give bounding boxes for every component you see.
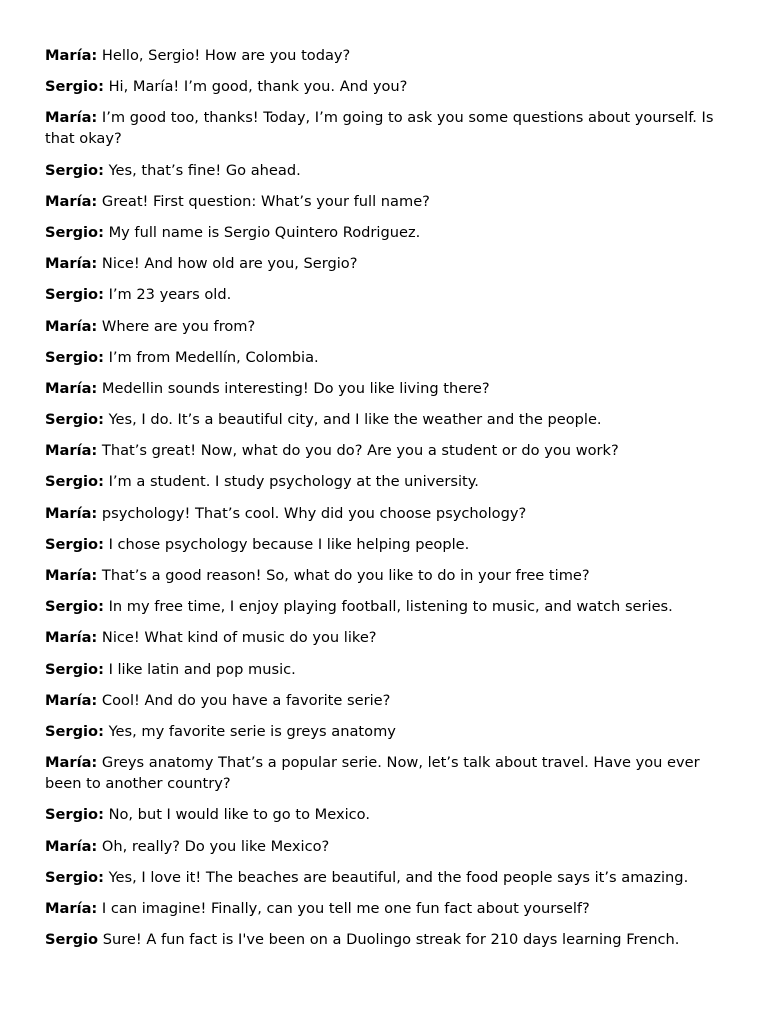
speaker-name: Sergio [45, 931, 99, 949]
speaker-name: María: [45, 47, 98, 64]
line-text: Yes, I do. It’s a beautiful city, and I like the weather and the people. [108, 411, 602, 429]
speaker-name: María: [45, 691, 98, 709]
dialogue-line [45, 565, 724, 586]
line-text: Yes, that’s fine! Go ahead. [108, 161, 301, 179]
speaker-name: Sergio: [45, 598, 104, 616]
speaker-name: María: [45, 504, 98, 522]
speaker-name: Sergio: [45, 348, 104, 366]
dialogue-line [45, 316, 724, 337]
speaker-name: María: [45, 567, 98, 584]
line-text: Nice! What kind of music do you like? [101, 629, 377, 647]
dialogue-line [45, 721, 724, 742]
dialogue-line [45, 347, 724, 368]
speaker-name: Sergio: [45, 223, 104, 241]
line-text: That’s a good reason! So, what do you like to do in your free time? [101, 567, 590, 584]
dialogue-line [45, 76, 724, 97]
speaker-name: María: [45, 109, 98, 127]
dialogue-line [45, 503, 724, 524]
line-text: I like latin and pop music. [108, 660, 296, 678]
dialogue-line [45, 596, 724, 617]
speaker-name: Sergio: [45, 161, 104, 179]
speaker-name: Sergio: [45, 78, 104, 96]
line-text: Sure! A fun fact is I've been on a Duolingo streak for 210 days learning French. [102, 931, 680, 949]
line-text: psychology! That’s cool. Why did you choose psychology? [101, 504, 527, 522]
speaker-name: María: [45, 192, 98, 210]
line-text: That’s great! Now, what do you do? Are you a student or do you work? [101, 442, 619, 460]
dialogue-line [45, 690, 724, 711]
dialogue-line [45, 45, 724, 66]
line-text: I’m 23 years old. [108, 286, 232, 304]
speaker-name: Sergio: [45, 722, 104, 740]
dialogue-line [45, 191, 724, 212]
dialogue-line [45, 534, 724, 555]
dialogue-transcript [45, 45, 724, 950]
speaker-name: María: [45, 317, 98, 335]
speaker-name: Sergio: [45, 868, 104, 886]
speaker-name: María: [45, 837, 98, 855]
dialogue-line [45, 898, 724, 919]
speaker-name: María: [45, 754, 98, 772]
speaker-name: María: [45, 629, 98, 647]
speaker-name: Sergio: [45, 806, 104, 824]
line-text: Greys anatomy That’s a popular serie. Now, let’s talk about travel. Have you ever been to another country? [45, 754, 700, 793]
dialogue-line [45, 440, 724, 461]
line-text: Yes, my favorite serie is greys anatomy [108, 722, 396, 740]
dialogue-line [45, 867, 724, 888]
dialogue-line [45, 836, 724, 857]
dialogue-line [45, 929, 724, 950]
speaker-name: Sergio: [45, 473, 104, 491]
dialogue-line [45, 659, 724, 680]
line-text: Oh, really? Do you like Mexico? [101, 837, 330, 855]
line-text: Great! First question: What’s your full name? [101, 192, 430, 210]
line-text: I’m from Medellín, Colombia. [108, 348, 319, 366]
speaker-name: Sergio: [45, 286, 104, 304]
line-text: Hi, María! I’m good, thank you. And you? [108, 78, 408, 96]
line-text: Where are you from? [101, 317, 256, 335]
line-text: I chose psychology because I like helping people. [108, 535, 470, 553]
line-text: Cool! And do you have a favorite serie? [101, 691, 391, 709]
line-text: Nice! And how old are you, Sergio? [101, 255, 358, 273]
line-text: No, but I would like to go to Mexico. [108, 806, 370, 824]
dialogue-line [45, 284, 724, 305]
line-text: I’m a student. I study psychology at the university. [108, 473, 479, 491]
line-text: I can imagine! Finally, can you tell me one fun fact about yourself? [101, 899, 590, 917]
dialogue-line [45, 471, 724, 492]
speaker-name: Sergio: [45, 660, 104, 678]
dialogue-line [45, 160, 724, 181]
dialogue-line [45, 222, 724, 243]
speaker-name: María: [45, 379, 98, 397]
dialogue-line [45, 804, 724, 825]
speaker-name: María: [45, 899, 98, 917]
line-text: Yes, I love it! The beaches are beautiful, and the food people says it’s amazing. [108, 868, 689, 886]
dialogue-line [45, 253, 724, 274]
dialogue-line [45, 409, 724, 430]
speaker-name: María: [45, 442, 98, 460]
speaker-name: Sergio: [45, 411, 104, 429]
dialogue-line [45, 378, 724, 399]
line-text: In my free time, I enjoy playing football, listening to music, and watch series. [108, 598, 673, 616]
line-text: Medellin sounds interesting! Do you like living there? [101, 379, 490, 397]
dialogue-line [45, 627, 724, 648]
speaker-name: Sergio: [45, 535, 104, 553]
speaker-name: María: [45, 255, 98, 273]
line-text: I’m good too, thanks! Today, I’m going to ask you some questions about yourself. Is that okay? [45, 109, 714, 148]
dialogue-line [45, 107, 724, 149]
dialogue-line [45, 752, 724, 794]
line-text: Hello, Sergio! How are you today? [101, 47, 351, 64]
line-text: My full name is Sergio Quintero Rodriguez. [108, 223, 421, 241]
